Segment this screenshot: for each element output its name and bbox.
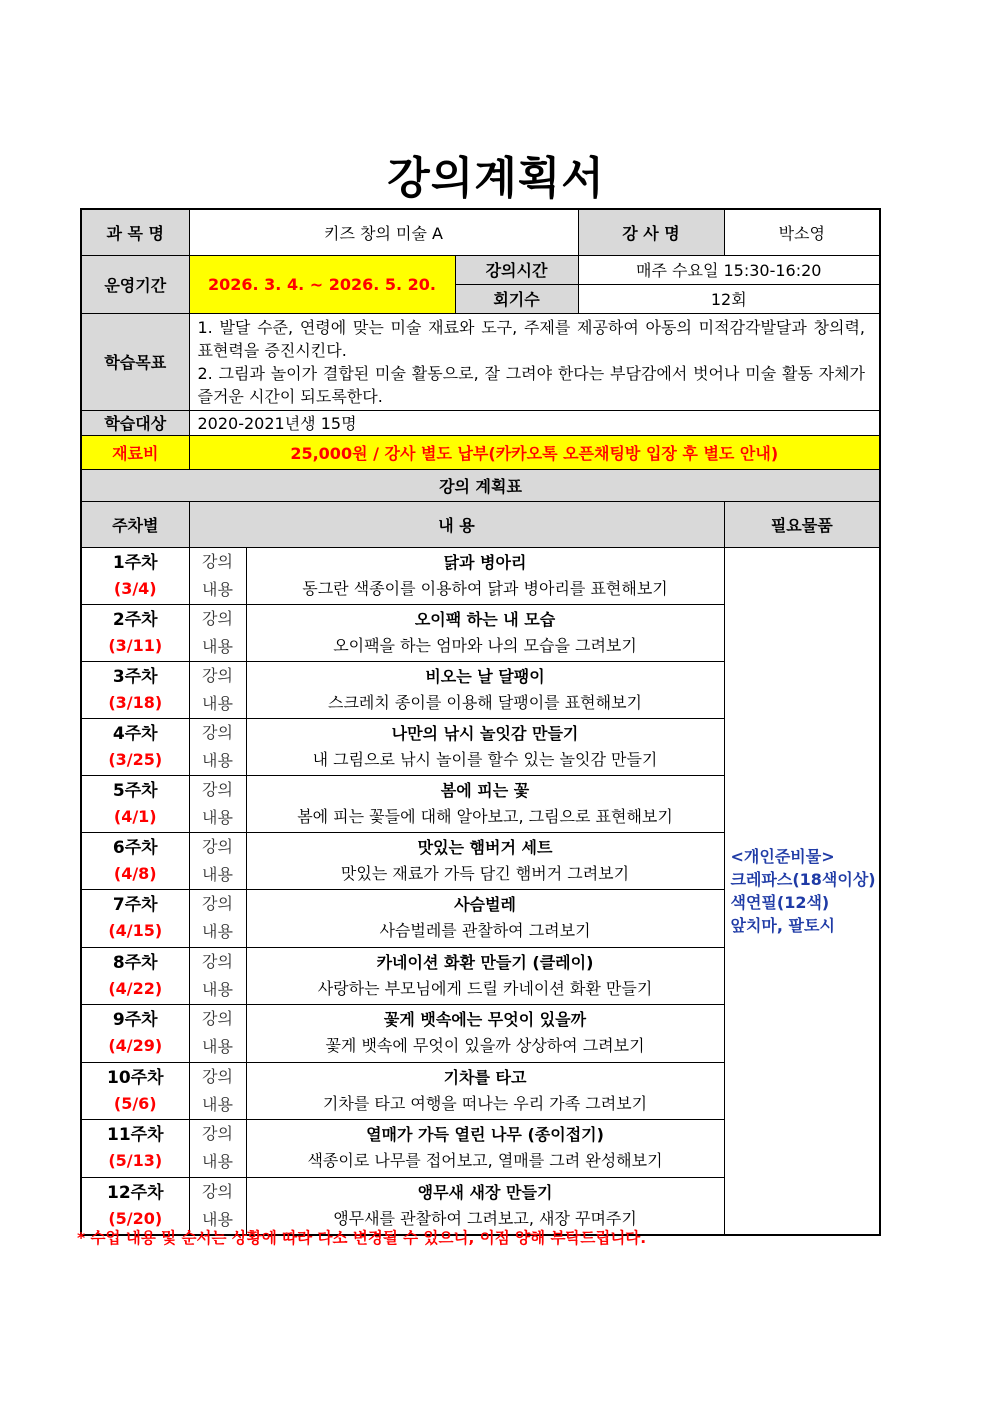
week-number: 3주차 xyxy=(112,666,158,687)
row-label-content: 내용 xyxy=(202,1037,233,1056)
week-title: 카네이션 화환 만들기 (클레이) xyxy=(376,952,594,972)
week-number: 2주차 xyxy=(112,609,158,630)
row-label-content: 내용 xyxy=(202,1152,233,1171)
week-description: 내 그림으로 낚시 놀이를 할수 있는 놀잇감 만들기 xyxy=(312,749,658,769)
row-label-lecture: 강의 xyxy=(202,894,233,913)
week-cell xyxy=(81,947,189,1004)
week-number: 10주차 xyxy=(106,1067,164,1088)
week-description: 사랑하는 부모님에게 드릴 카네이션 화환 만들기 xyxy=(317,978,653,998)
row-label-cell xyxy=(189,604,246,661)
week-content xyxy=(246,832,724,889)
row-label-cell xyxy=(189,832,246,889)
row-label-lecture: 강의 xyxy=(202,608,233,628)
week-date: (3/4) xyxy=(113,578,157,598)
row-label-cell xyxy=(189,1062,246,1119)
week-cell xyxy=(81,775,189,832)
week-cell xyxy=(81,547,189,604)
week-row xyxy=(81,547,880,604)
row-label-lecture: 강의 xyxy=(202,665,233,685)
week-title: 기차를 타고 xyxy=(443,1067,527,1087)
week-date: (4/29) xyxy=(108,1036,163,1055)
row-label-content: 내용 xyxy=(202,636,233,656)
week-description: 사슴벌레를 관찰하여 그려보기 xyxy=(379,921,591,940)
row-label-content: 내용 xyxy=(202,922,233,941)
week-title: 열매가 가득 열린 나무 (종이접기) xyxy=(366,1125,604,1144)
week-content xyxy=(246,775,724,832)
course-name-value: 키즈 창의 미술 A xyxy=(189,209,578,255)
row-label-lecture: 강의 xyxy=(202,1181,233,1201)
needs-cell xyxy=(724,547,880,1235)
row-label-content: 내용 xyxy=(202,864,233,884)
row-label-cell xyxy=(189,547,246,604)
row-label-lecture: 강의 xyxy=(202,779,233,799)
learning-target-label: 학습대상 xyxy=(81,410,189,435)
week-title: 꽃게 뱃속에는 무엇이 있을까 xyxy=(383,1010,587,1029)
week-number: 9주차 xyxy=(112,1010,158,1030)
week-number: 1주차 xyxy=(112,552,158,573)
week-column-header: 주차별 xyxy=(81,501,189,547)
week-title: 비오는 날 달팽이 xyxy=(425,666,545,686)
material-fee-label: 재료비 xyxy=(81,435,189,469)
row-label-cell xyxy=(189,947,246,1004)
row-label-content: 내용 xyxy=(202,979,233,999)
week-cell xyxy=(81,889,189,947)
row-label-lecture: 강의 xyxy=(202,1066,233,1086)
row-label-lecture: 강의 xyxy=(202,836,233,856)
row-label-lecture: 강의 xyxy=(202,951,233,971)
week-title: 사슴벌레 xyxy=(454,895,516,914)
week-date: (4/22) xyxy=(108,978,163,998)
row-label-cell xyxy=(189,718,246,775)
week-description: 봄에 피는 꽃들에 대해 알아보고, 그림으로 표현해보기 xyxy=(297,806,673,826)
week-date: (5/13) xyxy=(108,1151,163,1170)
row-label-content: 내용 xyxy=(202,750,233,770)
lecture-time-value: 매주 수요일 15:30-16:20 xyxy=(578,255,880,284)
needs-item-apron: 앞치마, 팔토시 xyxy=(730,915,835,935)
week-number: 4주차 xyxy=(112,723,158,744)
week-description: 색종이로 나무를 접어보고, 열매를 그려 완성해보기 xyxy=(307,1151,663,1170)
row-label-cell xyxy=(189,1004,246,1062)
week-description: 오이팩을 하는 엄마와 나의 모습을 그려보기 xyxy=(333,635,637,655)
week-title: 오이팩 하는 내 모습 xyxy=(414,609,556,629)
period-value: 2026. 3. 4. ~ 2026. 5. 20. xyxy=(189,255,455,313)
row-label-content: 내용 xyxy=(202,807,233,827)
row-label-lecture: 강의 xyxy=(202,551,233,571)
row-label-cell xyxy=(189,775,246,832)
needs-item-crayon: 크레파스(18색이상) xyxy=(730,869,876,889)
week-content xyxy=(246,889,724,947)
week-description: 꽃게 뱃속에 무엇이 있을까 상상하여 그려보기 xyxy=(325,1036,645,1055)
week-content xyxy=(246,718,724,775)
period-label: 운영기간 xyxy=(81,255,189,313)
week-cell xyxy=(81,604,189,661)
week-description: 맛있는 재료가 가득 담긴 햄버거 그려보기 xyxy=(340,863,630,883)
content-column-header: 내 용 xyxy=(189,501,724,547)
week-description: 스크레치 종이를 이용해 달팽이를 표현해보기 xyxy=(328,692,643,712)
learning-goal-text xyxy=(189,313,880,410)
week-date: (3/25) xyxy=(108,749,163,769)
row-label-content: 내용 xyxy=(202,1209,233,1229)
week-cell xyxy=(81,832,189,889)
week-cell xyxy=(81,718,189,775)
week-content xyxy=(246,661,724,718)
week-cell xyxy=(81,1119,189,1177)
needs-item-colored-pencil: 색연필(12색) xyxy=(730,892,830,912)
week-content xyxy=(246,547,724,604)
course-name-label: 과 목 명 xyxy=(81,209,189,255)
row-label-content: 내용 xyxy=(202,693,233,713)
needs-heading: <개인준비물> xyxy=(730,846,835,866)
week-number: 8주차 xyxy=(112,952,158,973)
teacher-name-value: 박소영 xyxy=(724,209,880,255)
week-number: 5주차 xyxy=(112,780,158,801)
week-date: (5/6) xyxy=(113,1093,157,1113)
week-description: 앵무새를 관찰하여 그려보고, 새장 꾸며주기 xyxy=(333,1208,637,1228)
learning-target-value: 2020-2021년생 15명 xyxy=(189,410,880,435)
week-date: (4/15) xyxy=(108,921,163,940)
week-content xyxy=(246,1004,724,1062)
material-fee-value: 25,000원 / 강사 별도 납부(카카오톡 오픈채팅방 입장 후 별도 안내) xyxy=(189,435,880,469)
week-number: 12주차 xyxy=(106,1182,164,1203)
week-content xyxy=(246,1062,724,1119)
week-date: (3/18) xyxy=(108,692,163,712)
document-title: 강의계획서 xyxy=(387,153,605,204)
week-number: 7주차 xyxy=(112,895,158,915)
week-content xyxy=(246,947,724,1004)
row-label-content: 내용 xyxy=(202,1094,233,1114)
row-label-cell xyxy=(189,661,246,718)
week-description: 기차를 타고 여행을 떠나는 우리 가족 그려보기 xyxy=(322,1093,648,1113)
row-label-lecture: 강의 xyxy=(202,1009,233,1028)
week-number: 11주차 xyxy=(106,1125,164,1145)
lecture-time-label: 강의시간 xyxy=(455,255,578,284)
needs-column-header: 필요물품 xyxy=(724,501,880,547)
learning-goal-label: 학습목표 xyxy=(81,313,189,410)
row-label-lecture: 강의 xyxy=(202,1124,233,1143)
row-label-content: 내용 xyxy=(202,579,233,599)
session-count-value: 12회 xyxy=(578,284,880,313)
week-title: 닭과 병아리 xyxy=(443,552,527,572)
plan-section-title: 강의 계획표 xyxy=(81,469,880,501)
week-title: 맛있는 햄버거 세트 xyxy=(417,837,553,857)
week-number: 6주차 xyxy=(112,837,158,858)
teacher-name-label: 강 사 명 xyxy=(578,209,724,255)
footnote: * 수업 내용 및 순서는 상황에 따라 다소 변경될 수 있으니, 이점 양해 부탁드립니다. xyxy=(77,1229,647,1247)
row-label-cell xyxy=(189,1119,246,1177)
week-cell xyxy=(81,661,189,718)
learning-goal-1: 1. 발달 수준, 연령에 맞는 미술 재료와 도구, 주제를 제공하여 아동의 미적감각발달과 창의력, 표현력을 증진시킨다. xyxy=(197,317,866,360)
week-cell xyxy=(81,1004,189,1062)
lecture-plan-table xyxy=(80,208,881,1236)
row-label-lecture: 강의 xyxy=(202,722,233,742)
week-title: 앵무새 새장 만들기 xyxy=(417,1182,553,1202)
week-title: 나만의 낚시 놀잇감 만들기 xyxy=(391,723,579,743)
week-description: 동그란 색종이를 이용하여 닭과 병아리를 표현해보기 xyxy=(302,578,668,598)
learning-goal-2: 2. 그림과 놀이가 결합된 미술 활동으로, 잘 그려야 한다는 부담감에서 벗어나 미술 활동 자체가 즐거운 시간이 되도록한다. xyxy=(197,363,866,406)
week-cell xyxy=(81,1062,189,1119)
week-date: (3/11) xyxy=(108,635,163,655)
week-date: (4/1) xyxy=(113,806,157,826)
week-content xyxy=(246,604,724,661)
week-date: (4/8) xyxy=(113,863,157,883)
week-title: 봄에 피는 꽃 xyxy=(440,780,530,800)
session-count-label: 회기수 xyxy=(455,284,578,313)
row-label-cell xyxy=(189,889,246,947)
week-date: (5/20) xyxy=(108,1208,163,1228)
week-content xyxy=(246,1119,724,1177)
